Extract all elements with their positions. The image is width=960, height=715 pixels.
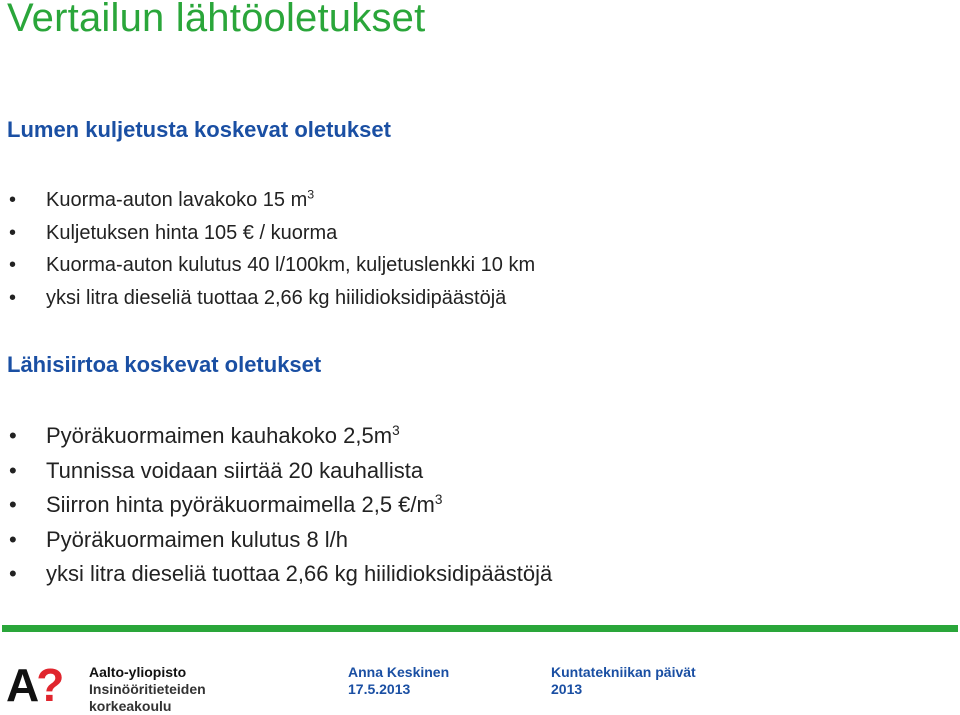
superscript-exponent: 3	[392, 422, 400, 438]
superscript-exponent: 3	[307, 187, 315, 202]
bullet-icon: •	[9, 286, 17, 309]
bullet-icon: •	[9, 423, 17, 448]
section-heading-local-transfer: Lähisiirtoa koskevat oletukset	[7, 352, 322, 377]
footer	[0, 659, 960, 714]
presentation-date: 17.5.2013	[348, 681, 411, 697]
event-block	[551, 664, 696, 698]
list-item-text: Tunnissa voidaan siirtää 20 kauhallista	[46, 457, 424, 483]
list-item	[0, 186, 535, 219]
slide-title: Vertailun lähtöoletukset	[7, 0, 426, 40]
event-year: 2013	[551, 681, 583, 697]
logo-question-mark: ?	[36, 659, 62, 711]
list-item-text: Kuljetuksen hinta 105 € / kuorma	[46, 221, 338, 244]
list-item-text: Kuorma-auton kulutus 40 l/100km, kuljetuslenkki 10 km	[46, 254, 536, 276]
bullet-icon: •	[9, 254, 17, 276]
bullet-icon: •	[9, 561, 17, 586]
list-item-text: Pyöräkuormaimen kauhakoko 2,5m	[46, 423, 393, 448]
footer-divider	[2, 625, 958, 632]
list-item-text: Kuorma-auton lavakoko 15 m	[46, 189, 308, 211]
list-item-text: yksi litra dieseliä tuottaa 2,66 kg hiilidioksidipäästöjä	[46, 286, 507, 309]
bullet-icon: •	[9, 189, 17, 211]
university-line-2: Insinööritieteiden	[89, 681, 206, 697]
list-item	[0, 284, 535, 317]
section-heading-snow-transport: Lumen kuljetusta koskevat oletukset	[7, 117, 391, 142]
list-item-text: yksi litra dieseliä tuottaa 2,66 kg hiilidioksidipäästöjä	[46, 561, 553, 586]
list-item	[0, 219, 535, 252]
superscript-exponent: 3	[434, 491, 443, 507]
university-line-1: Aalto-yliopisto	[89, 664, 187, 680]
list-item	[0, 525, 552, 560]
list-item	[0, 421, 552, 456]
list-item	[0, 456, 552, 491]
author-block	[348, 664, 449, 698]
bullet-icon: •	[9, 457, 17, 483]
local-transfer-assumptions-list	[0, 421, 552, 594]
list-item-text: Siirron hinta pyöräkuormaimella 2,5 €/m	[46, 492, 435, 517]
university-name	[89, 664, 206, 715]
university-line-3: korkeakoulu	[89, 698, 172, 714]
list-item	[0, 251, 535, 284]
author-name: Anna Keskinen	[348, 664, 450, 680]
bullet-icon: •	[9, 492, 17, 517]
event-name: Kuntatekniikan päivät	[551, 664, 696, 680]
list-item-text: Pyöräkuormaimen kulutus 8 l/h	[46, 526, 349, 552]
snow-transport-assumptions-list	[0, 186, 535, 316]
logo-letter-a: A	[6, 659, 37, 711]
aalto-logo-icon	[6, 659, 76, 711]
bullet-icon: •	[9, 221, 17, 244]
list-item	[0, 559, 552, 594]
bullet-icon: •	[9, 526, 17, 552]
list-item	[0, 490, 552, 525]
